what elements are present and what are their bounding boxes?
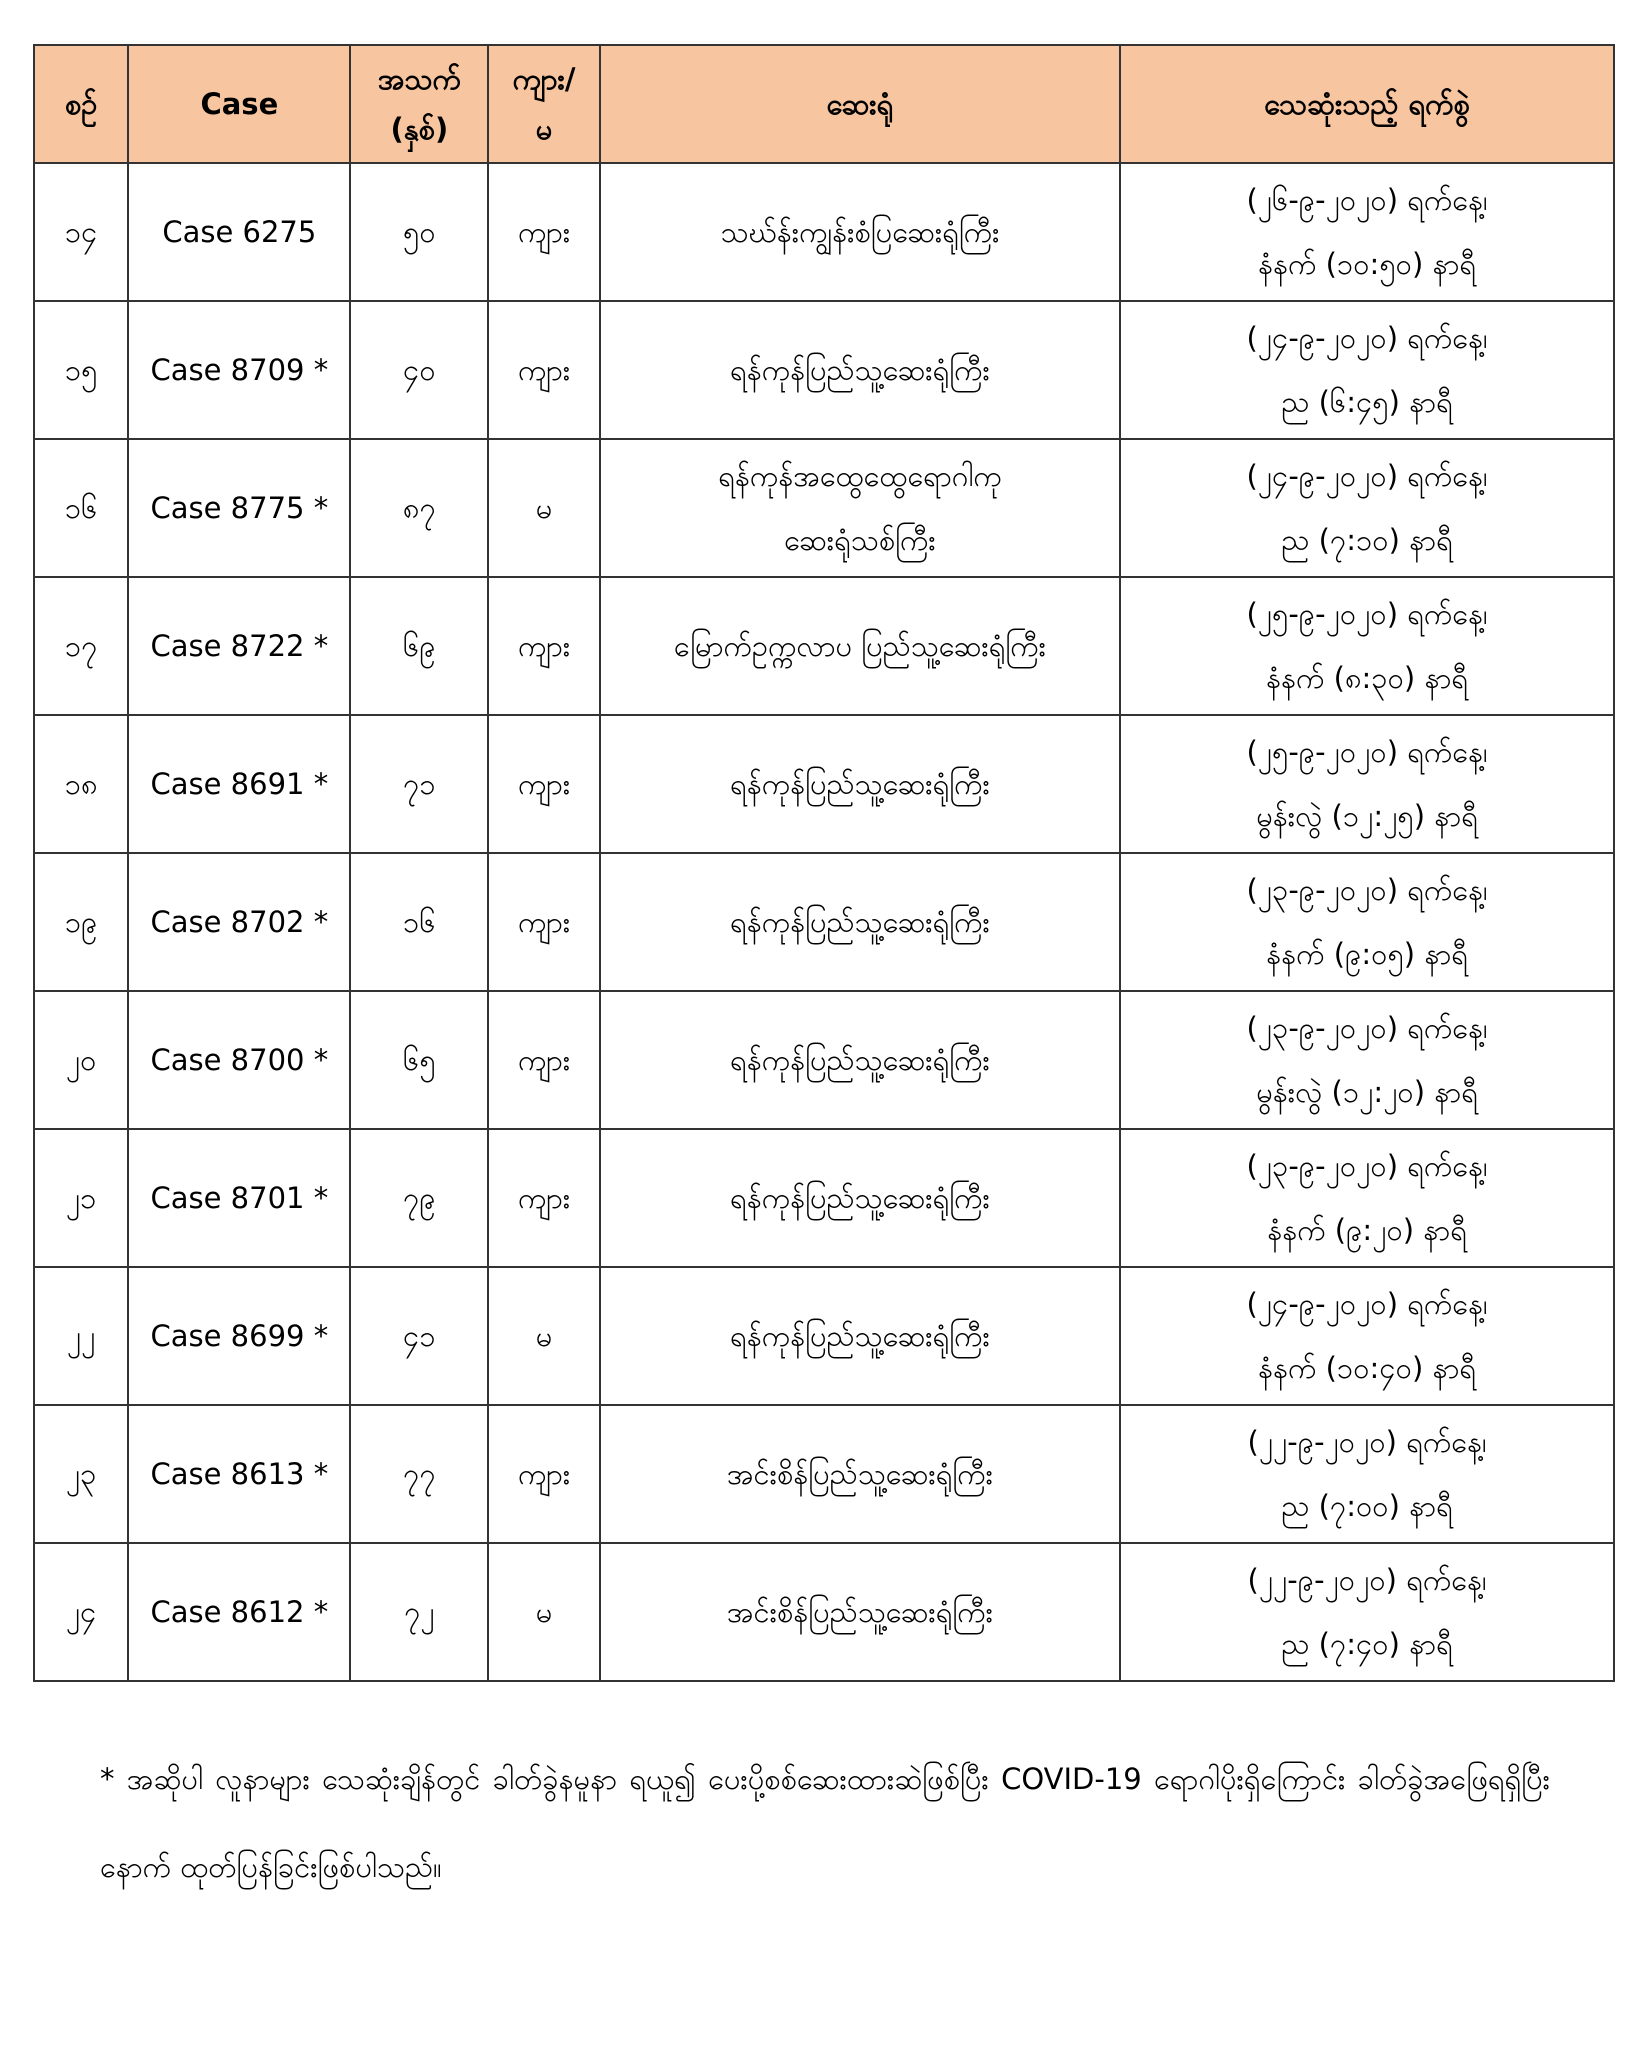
header-sex — [488, 45, 600, 163]
cell-hospital — [600, 1405, 1120, 1543]
cell-hospital — [600, 1129, 1120, 1267]
table-body — [34, 163, 1614, 1681]
cell-death-date — [1120, 439, 1614, 577]
hospital-line1: အင်းစိန်ပြည်သူ့ဆေးရုံကြီး — [726, 1457, 994, 1491]
date-line1: (၂၃-၉-၂၀၂၀) ရက်နေ့၊ — [1246, 1011, 1488, 1045]
cell-sex: ကျား — [488, 301, 600, 439]
cell-case-id: Case 8722 * — [128, 577, 350, 715]
cell-no: ၂၀ — [34, 991, 128, 1129]
date-line2: နံနက် (၉:၂၀) နာရီ — [1267, 1213, 1467, 1247]
header-no: စဉ် — [34, 45, 128, 163]
cell-death-date — [1120, 1405, 1614, 1543]
death-cases-table — [33, 44, 1615, 1682]
cell-case-id: Case 8613 * — [128, 1405, 350, 1543]
table-row — [34, 1405, 1614, 1543]
header-age-line2: (နှစ်) — [390, 112, 449, 146]
cell-no: ၁၅ — [34, 301, 128, 439]
cell-case-id: Case 6275 — [128, 163, 350, 301]
date-line1: (၂၆-၉-၂၀၂၀) ရက်နေ့၊ — [1246, 183, 1488, 217]
table-row — [34, 1267, 1614, 1405]
cell-sex: ကျား — [488, 577, 600, 715]
cell-case-id: Case 8700 * — [128, 991, 350, 1129]
cell-sex: ကျား — [488, 163, 600, 301]
footnote: * အဆိုပါ လူနာများ သေဆုံးချိန်တွင် ခါတ်ခွဲနမူနာ ရယူ၍ ပေးပို့စစ်ဆေးထားဆဲဖြစ်ပြီး COVID-19 ရောဂါပိုးရှိကြောင်း ခါတ်ခွဲအဖြေရရှိပြီးနောက် ထုတ်ပြန်ခြင်းဖြစ်ပါသည်။ — [100, 1762, 1550, 1884]
date-line2: မွန်းလွဲ (၁၂:၂၅) နာရီ — [1256, 799, 1478, 833]
table-row — [34, 301, 1614, 439]
cell-sex: မ — [488, 439, 600, 577]
table-row — [34, 715, 1614, 853]
cell-death-date — [1120, 991, 1614, 1129]
header-case: Case — [128, 45, 350, 163]
hospital-line1: ရန်ကုန်ပြည်သူ့ဆေးရုံကြီး — [730, 767, 990, 801]
date-line2: မွန်းလွဲ (၁၂:၂၀) နာရီ — [1256, 1075, 1478, 1109]
cell-no: ၁၈ — [34, 715, 128, 853]
date-line2: နံနက် (၁၀:၄၀) နာရီ — [1258, 1351, 1477, 1385]
hospital-line1: ရန်ကုန်ပြည်သူ့ဆေးရုံကြီး — [730, 1043, 990, 1077]
cell-death-date — [1120, 163, 1614, 301]
cell-hospital — [600, 1543, 1120, 1681]
header-death-date: သေဆုံးသည့် ရက်စွဲ — [1120, 45, 1614, 163]
date-line2: နံနက် (၈:၃၀) နာရီ — [1266, 661, 1469, 695]
date-line1: (၂၄-၉-၂၀၂၀) ရက်နေ့၊ — [1246, 459, 1488, 493]
cell-no: ၂၃ — [34, 1405, 128, 1543]
cell-age: ၁၆ — [350, 853, 488, 991]
header-age — [350, 45, 488, 163]
table-row — [34, 853, 1614, 991]
hospital-line1: မြောက်ဥက္ကလာပ ပြည်သူ့ဆေးရုံကြီး — [673, 629, 1047, 663]
date-line2: ည (၇:၁၀) နာရီ — [1281, 523, 1453, 557]
cell-sex: ကျား — [488, 1405, 600, 1543]
table-row — [34, 439, 1614, 577]
cell-case-id: Case 8699 * — [128, 1267, 350, 1405]
cell-age: ၇၁ — [350, 715, 488, 853]
cell-sex: ကျား — [488, 853, 600, 991]
cell-hospital — [600, 439, 1120, 577]
cell-hospital — [600, 715, 1120, 853]
cell-sex: မ — [488, 1267, 600, 1405]
cell-death-date — [1120, 301, 1614, 439]
cell-case-id: Case 8691 * — [128, 715, 350, 853]
table-row — [34, 577, 1614, 715]
cell-no: ၁၉ — [34, 853, 128, 991]
cell-no: ၂၄ — [34, 1543, 128, 1681]
cell-age: ၅၀ — [350, 163, 488, 301]
table-row — [34, 991, 1614, 1129]
cell-case-id: Case 8709 * — [128, 301, 350, 439]
date-line2: ည (၇:၀၀) နာရီ — [1281, 1489, 1453, 1523]
date-line1: (၂၂-၉-၂၀၂၀) ရက်နေ့၊ — [1247, 1425, 1487, 1459]
header-age-line1: အသက် — [377, 62, 461, 96]
cell-death-date — [1120, 1267, 1614, 1405]
cell-age: ၆၉ — [350, 577, 488, 715]
cell-age: ၆၅ — [350, 991, 488, 1129]
hospital-line1: ရန်ကုန်ပြည်သူ့ဆေးရုံကြီး — [730, 1319, 990, 1353]
hospital-line1: ရန်ကုန်ပြည်သူ့ဆေးရုံကြီး — [730, 905, 990, 939]
cell-hospital — [600, 1267, 1120, 1405]
date-line1: (၂၄-၉-၂၀၂၀) ရက်နေ့၊ — [1246, 321, 1488, 355]
cell-age: ၇၉ — [350, 1129, 488, 1267]
header-sex-line1: ကျား/ — [512, 62, 576, 96]
cell-age: ၄၀ — [350, 301, 488, 439]
cell-death-date — [1120, 1543, 1614, 1681]
date-line2: နံနက် (၉:၀၅) နာရီ — [1266, 937, 1468, 971]
cell-no: ၁၇ — [34, 577, 128, 715]
cell-hospital — [600, 853, 1120, 991]
cell-age: ၄၁ — [350, 1267, 488, 1405]
cell-case-id: Case 8612 * — [128, 1543, 350, 1681]
date-line1: (၂၃-၉-၂၀၂၀) ရက်နေ့၊ — [1246, 873, 1488, 907]
cell-age: ၈၇ — [350, 439, 488, 577]
cell-death-date — [1120, 715, 1614, 853]
cell-case-id: Case 8701 * — [128, 1129, 350, 1267]
cell-no: ၁၆ — [34, 439, 128, 577]
date-line1: (၂၄-၉-၂၀၂၀) ရက်နေ့၊ — [1246, 1287, 1488, 1321]
table-row — [34, 1129, 1614, 1267]
hospital-line2: ဆေးရုံသစ်ကြီး — [784, 523, 936, 557]
table-row — [34, 1543, 1614, 1681]
cell-case-id: Case 8702 * — [128, 853, 350, 991]
header-hospital: ဆေးရုံ — [600, 45, 1120, 163]
cell-death-date — [1120, 853, 1614, 991]
cell-age: ၇၂ — [350, 1543, 488, 1681]
date-line2: ည (၇:၄၀) နာရီ — [1281, 1627, 1453, 1661]
date-line1: (၂၅-၉-၂၀၂၀) ရက်နေ့၊ — [1246, 735, 1488, 769]
header-sex-line2: မ — [535, 112, 553, 146]
table-row — [34, 163, 1614, 301]
cell-sex: ကျား — [488, 991, 600, 1129]
cell-sex: ကျား — [488, 1129, 600, 1267]
hospital-line1: ရန်ကုန်ပြည်သူ့ဆေးရုံကြီး — [730, 353, 990, 387]
cell-hospital — [600, 577, 1120, 715]
hospital-line1: ရန်ကုန်ပြည်သူ့ဆေးရုံကြီး — [730, 1181, 990, 1215]
cell-no: ၁၄ — [34, 163, 128, 301]
cell-sex: မ — [488, 1543, 600, 1681]
cell-hospital — [600, 163, 1120, 301]
hospital-line1: သဃ်န်းကျွန်းစံပြဆေးရုံကြီး — [720, 215, 1000, 249]
cell-death-date — [1120, 577, 1614, 715]
cell-hospital — [600, 991, 1120, 1129]
date-line1: (၂၅-၉-၂၀၂၀) ရက်နေ့၊ — [1246, 597, 1488, 631]
cell-hospital — [600, 301, 1120, 439]
cell-sex: ကျား — [488, 715, 600, 853]
date-line2: နံနက် (၁၀:၅၀) နာရီ — [1258, 247, 1477, 281]
date-line1: (၂၃-၉-၂၀၂၀) ရက်နေ့၊ — [1246, 1149, 1488, 1183]
cell-age: ၇၇ — [350, 1405, 488, 1543]
hospital-line1: ရန်ကုန်အထွေထွေရောဂါကု — [718, 459, 1002, 493]
table-header-row — [34, 45, 1614, 163]
cell-no: ၂၁ — [34, 1129, 128, 1267]
cell-death-date — [1120, 1129, 1614, 1267]
hospital-line1: အင်းစိန်ပြည်သူ့ဆေးရုံကြီး — [726, 1595, 994, 1629]
cell-case-id: Case 8775 * — [128, 439, 350, 577]
cell-no: ၂၂ — [34, 1267, 128, 1405]
date-line1: (၂၂-၉-၂၀၂၀) ရက်နေ့၊ — [1247, 1563, 1487, 1597]
date-line2: ည (၆:၄၅) နာရီ — [1281, 385, 1453, 419]
